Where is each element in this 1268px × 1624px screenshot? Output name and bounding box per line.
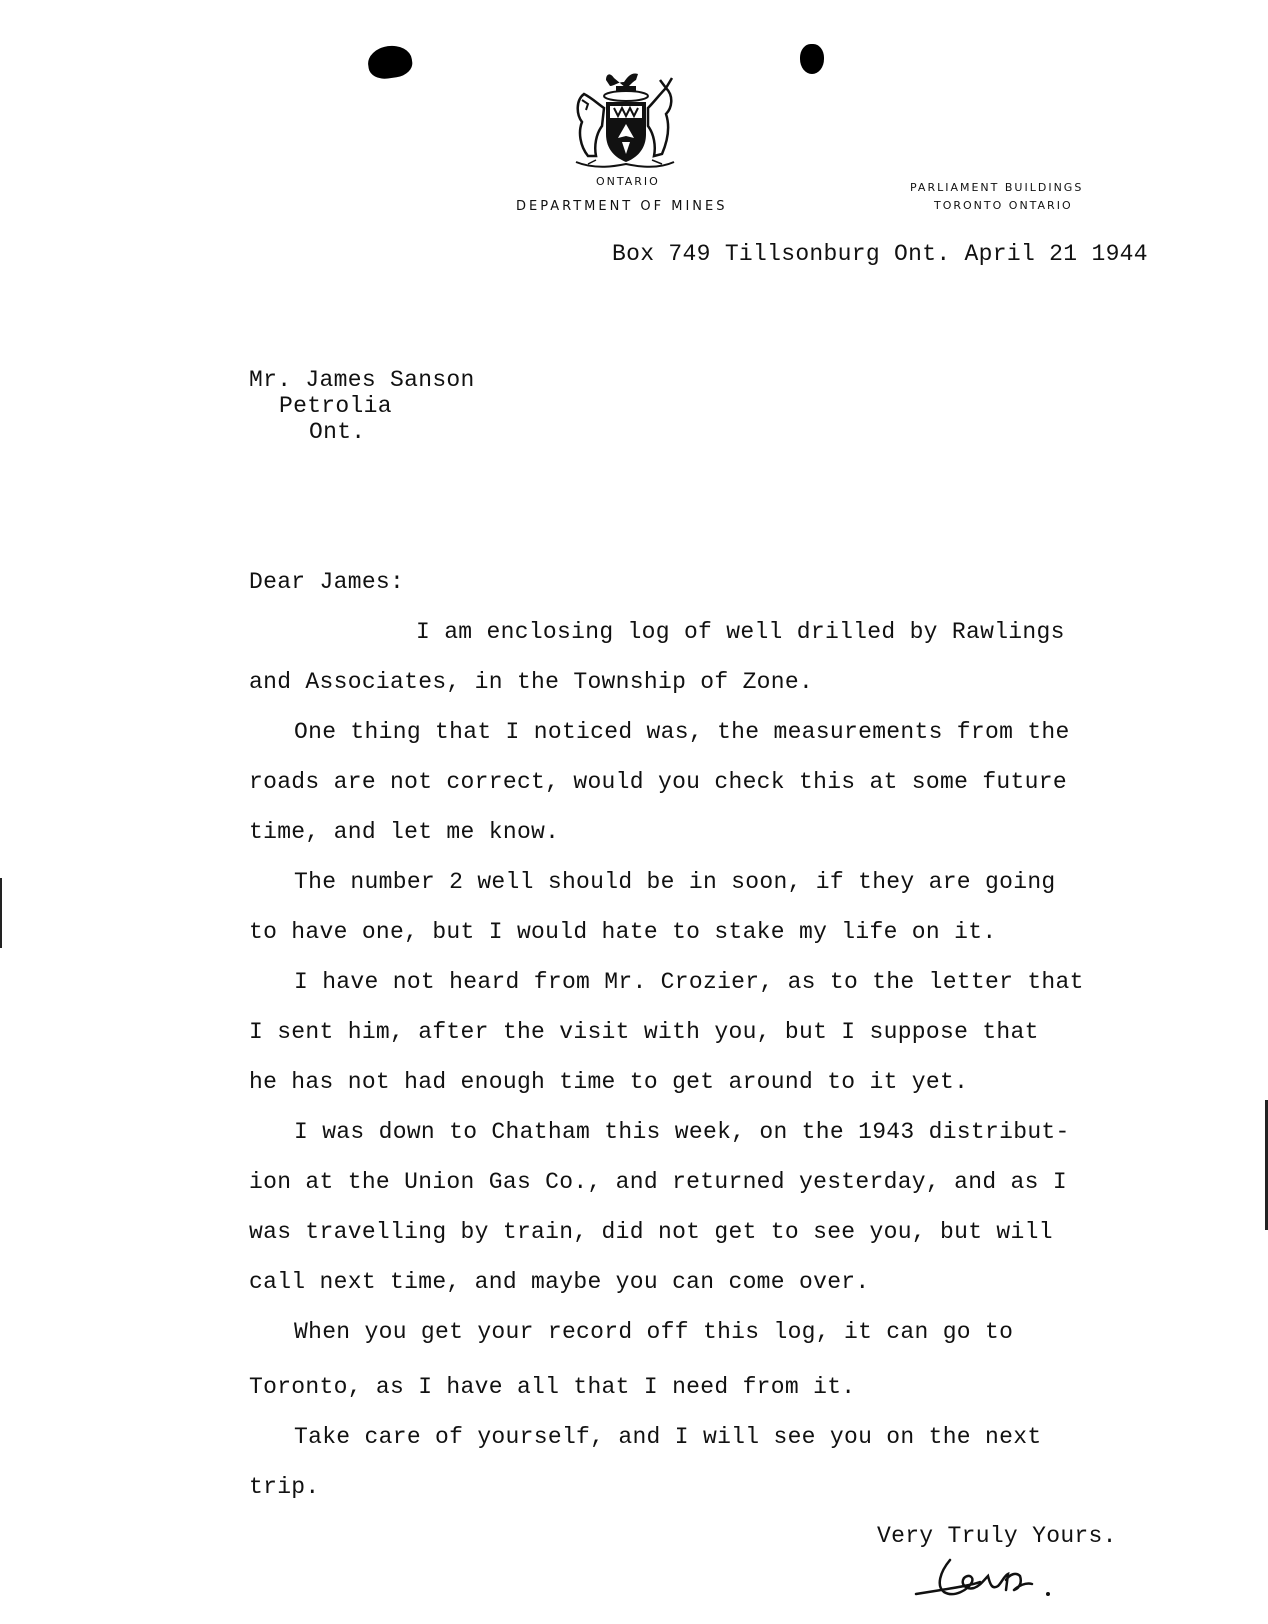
body-line: time, and let me know. (249, 819, 560, 845)
recipient-town: Petrolia (279, 393, 392, 419)
letterhead-address-line1: PARLIAMENT BUILDINGS (910, 181, 1084, 194)
body-line: trip. (249, 1474, 320, 1500)
body-line: When you get your record off this log, it can go to (294, 1319, 1014, 1345)
body-line: One thing that I noticed was, the measurements from the (294, 719, 1070, 745)
body-line: to have one, but I would hate to stake my life on it. (249, 919, 997, 945)
letterhead-department: DEPARTMENT OF MINES (516, 199, 728, 214)
body-line: I am enclosing log of well drilled by Rawlings (416, 619, 1065, 645)
body-line: call next time, and maybe you can come over. (249, 1269, 870, 1295)
punch-hole-right (800, 44, 824, 74)
body-line: ion at the Union Gas Co., and returned yesterday, and as I (249, 1169, 1067, 1195)
body-line: roads are not correct, would you check this at some future (249, 769, 1067, 795)
body-line: I have not heard from Mr. Crozier, as to the letter that (294, 969, 1084, 995)
body-line: I sent him, after the visit with you, but I suppose that (249, 1019, 1039, 1045)
body-line: I was down to Chatham this week, on the 1943 distribut- (294, 1119, 1070, 1145)
body-line: Toronto, as I have all that I need from it. (249, 1374, 856, 1400)
body-line: The number 2 well should be in soon, if they are going (294, 869, 1056, 895)
body-line: was travelling by train, did not get to see you, but will (249, 1219, 1053, 1245)
salutation: Dear James: (249, 569, 405, 595)
body-line: he has not had enough time to get around to it yet. (249, 1069, 969, 1095)
coat-of-arms-icon (566, 64, 684, 174)
dateline: Box 749 Tillsonburg Ont. April 21 1944 (612, 241, 1148, 267)
scan-edge-mark-left (0, 878, 2, 948)
letterhead-province: ONTARIO (596, 175, 660, 188)
recipient-province: Ont. (309, 419, 366, 445)
recipient-name: Mr. James Sanson (249, 367, 475, 393)
signature-icon (910, 1546, 1060, 1606)
body-line: Take care of yourself, and I will see you on the next (294, 1424, 1042, 1450)
punch-hole-left (366, 43, 414, 81)
letterhead-address-line2: TORONTO ONTARIO (934, 199, 1073, 212)
body-line: and Associates, in the Township of Zone. (249, 669, 814, 695)
closing: Very Truly Yours. (877, 1523, 1117, 1549)
